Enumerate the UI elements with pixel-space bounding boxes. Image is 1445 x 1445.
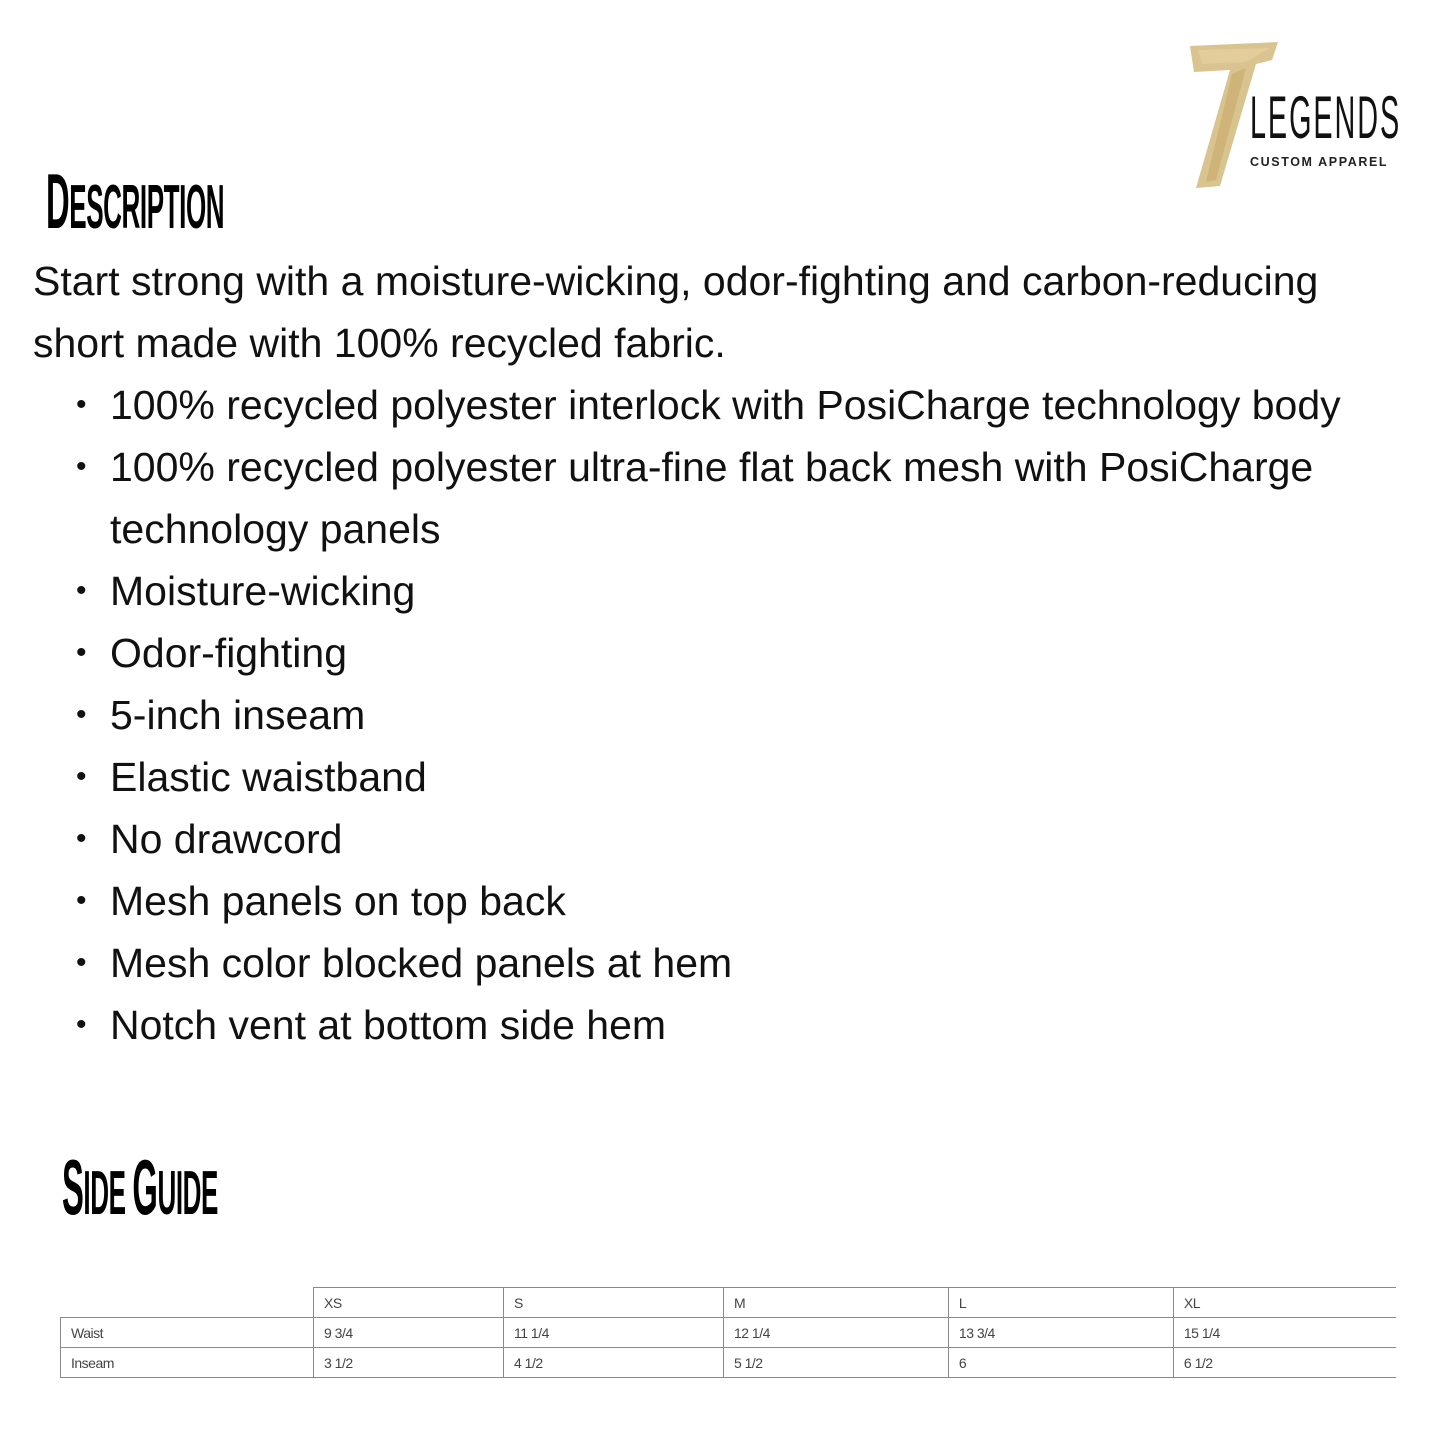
feature-text: Elastic waistband [110,754,427,800]
bullet-icon: • [76,946,87,979]
size-guide-heading-initial: S [62,1143,84,1231]
column-header: XS [314,1288,504,1318]
bullet-icon: • [76,698,87,731]
row-label: Waist [61,1318,314,1348]
list-item [76,374,1440,436]
size-table [60,1287,1396,1378]
bullet-icon: • [76,1008,87,1041]
brand-logo [1186,40,1401,190]
bullet-icon: • [76,450,87,483]
list-item [76,746,1440,808]
description-heading [46,157,225,245]
list-item [76,870,1440,932]
column-header: XL [1173,1288,1396,1318]
size-guide-heading [62,1143,219,1231]
row-label: Inseam [61,1348,314,1378]
list-item [76,932,1440,994]
table-cell: 12 1/4 [723,1318,948,1348]
bullet-icon: • [76,636,87,669]
table-cell: 6 1/2 [1173,1348,1396,1378]
feature-text: 100% recycled polyester ultra-fine flat back mesh with PosiCharge technology panels [110,444,1314,552]
table-cell: 4 1/2 [504,1348,724,1378]
list-item [76,684,1440,746]
list-item [76,622,1440,684]
feature-text: Mesh color blocked panels at hem [110,940,733,986]
feature-list [76,374,1440,1056]
feature-text: Mesh panels on top back [110,878,566,924]
table-cell: 5 1/2 [723,1348,948,1378]
bullet-icon: • [76,574,87,607]
list-item [76,436,1440,560]
brand-tagline: CUSTOM APPAREL [1250,155,1389,169]
brand-name: LEGENDS [1250,84,1402,151]
bullet-icon: • [76,388,87,421]
feature-text: No drawcord [110,816,343,862]
size-guide-heading-rest-2: UIDE [157,1159,219,1228]
size-guide-heading-initial-2: G [132,1143,158,1231]
table-row [61,1318,1397,1348]
feature-text: 100% recycled polyester interlock with PosiCharge technology body [110,382,1341,428]
description-heading-initial: D [46,157,70,245]
feature-text: Odor-fighting [110,630,348,676]
table-cell: 13 3/4 [948,1318,1173,1348]
bullet-icon: • [76,822,87,855]
feature-text: 5-inch inseam [110,692,366,738]
description-heading-rest: ESCRIPTION [69,173,225,242]
description-intro: Start strong with a moisture-wicking, odor-fighting and carbon-reducing short made with 100% recycled fabric. [33,258,1319,366]
table-cell: 11 1/4 [504,1318,724,1348]
table-cell: 15 1/4 [1173,1318,1396,1348]
table-corner-cell [61,1288,314,1318]
table-header-row [61,1288,1397,1318]
feature-text: Notch vent at bottom side hem [110,1002,667,1048]
feature-text: Moisture-wicking [110,568,416,614]
bullet-icon: • [76,760,87,793]
table-cell: 3 1/2 [314,1348,504,1378]
list-item [76,994,1440,1056]
table-row [61,1348,1397,1378]
list-item [76,808,1440,870]
column-header: M [723,1288,948,1318]
column-header: S [504,1288,724,1318]
bullet-icon: • [76,884,87,917]
list-item [76,560,1440,622]
column-header: L [948,1288,1173,1318]
table-cell: 6 [948,1348,1173,1378]
size-guide-heading-rest: IDE [83,1159,126,1228]
table-cell: 9 3/4 [314,1318,504,1348]
